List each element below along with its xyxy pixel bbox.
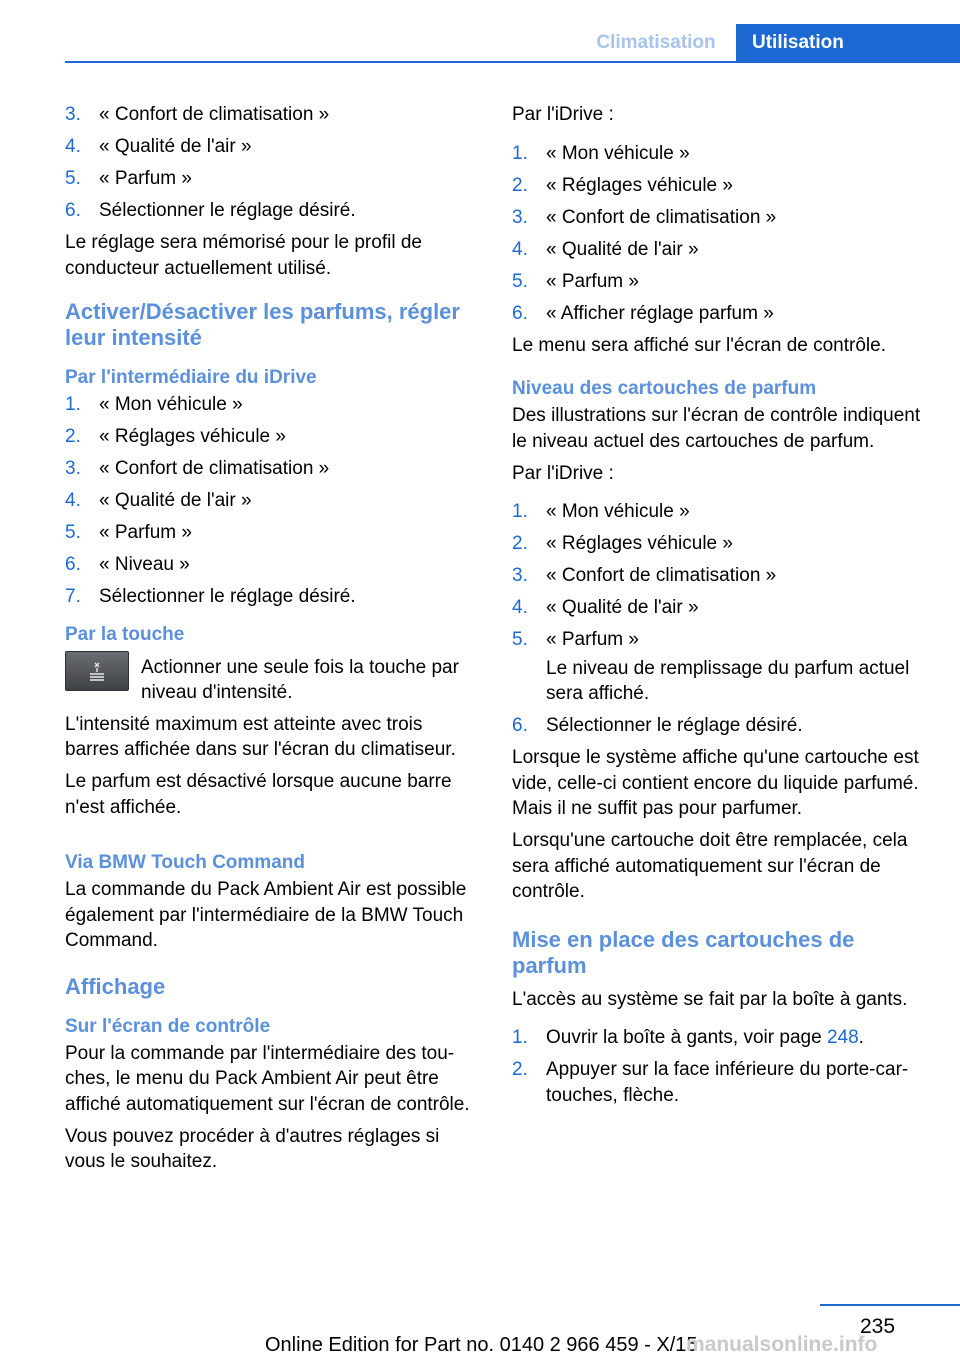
heading-activer: Activer/Désactiver les parfums, régler leur intensité: [65, 299, 460, 350]
list-item: 2. « Réglages véhicule »: [512, 533, 733, 554]
list-item: 1. « Mon véhicule »: [512, 501, 690, 522]
steps-list-2: [65, 392, 475, 610]
paragraph: Pour la commande par l'intermédiaire des touches, le menu du Pack Ambient Air peut être affiché automatiquement sur l'écran de contrôle.: [65, 1042, 470, 1115]
list-item: 4. « Qualité de l'air »: [512, 597, 699, 618]
paragraph: Le parfum est désactivé lorsque aucune barre n'est affichée.: [65, 771, 452, 818]
list-item: 5. « Parfum »: [65, 522, 192, 543]
steps-list-3: [512, 141, 932, 327]
paragraph: Lorsqu'une cartouche doit être remplacée, cela sera affiché automatiquement sur l'écran de contrôle.: [512, 830, 908, 902]
section-tab[interactable]: Climatisation: [596, 32, 716, 53]
active-tab[interactable]: Utilisation: [736, 24, 960, 62]
steps-list-5: [512, 1025, 932, 1108]
button-instruction: [65, 655, 475, 706]
list-item: 4. « Qualité de l'air »: [512, 238, 699, 260]
heading-touch-command: Via BMW Touch Command: [65, 852, 305, 873]
heading-niveau: Niveau des cartouches de parfum: [512, 378, 817, 399]
list-item: 5. « Parfum »: [65, 168, 192, 189]
list-subtext: Le niveau de remplissage du parfum actuel sera affiché.: [546, 657, 910, 704]
list-item: 5. « Parfum »: [512, 270, 639, 292]
page-number: 235: [860, 1315, 896, 1338]
heading-ecran: Sur l'écran de contrôle: [65, 1015, 271, 1037]
list-item: 1. « Mon véhicule »: [512, 142, 690, 164]
heading-idrive: Par l'intermédiaire du iDrive: [65, 367, 317, 388]
left-column: [65, 102, 475, 1181]
paragraph: Par l'iDrive :: [512, 462, 614, 484]
heading-mise-en-place: Mise en place des cartouches de parfum: [512, 926, 855, 978]
online-edition: Online Edition for Part no. 0140 2 966 459 - X/15: [265, 1334, 698, 1356]
paragraph: L'intensité maximum est atteinte avec trois barres affichée dans sur l'écran du climatiseur.: [65, 713, 456, 760]
list-item: 3. « Confort de climatisation »: [512, 565, 777, 586]
list-item: 4. « Qualité de l'air »: [65, 136, 252, 157]
list-item: 1. « Mon véhicule »: [65, 394, 243, 415]
paragraph: Par l'iDrive :: [512, 104, 614, 125]
paragraph: Le menu sera affiché sur l'écran de contrôle.: [512, 334, 886, 356]
steps-list-4: [512, 499, 932, 739]
footer-rule: [820, 1304, 960, 1306]
list-item: 3. « Confort de climatisation »: [65, 104, 330, 125]
list-item: 5. « Parfum »: [512, 629, 639, 650]
paragraph: Vous pouvez procéder à d'autres réglages si vous le souhaitez.: [65, 1125, 440, 1172]
list-item: 3. « Confort de climatisation »: [512, 206, 777, 228]
paragraph: La commande du Pack Ambient Air est possible également par l'intermédiaire de la BMW Touch Command.: [65, 879, 467, 951]
list-item: 1. Ouvrir la boîte à gants, voir page 248.: [512, 1027, 864, 1048]
list-item: 6. Sélectionner le réglage désiré.: [65, 200, 356, 221]
heading-touche: Par la touche: [65, 623, 185, 645]
list-item: 2. « Réglages véhicule »: [65, 426, 286, 447]
list-item: 6. Sélectionner le réglage désiré.: [512, 715, 803, 736]
list-item: 6. « Niveau »: [65, 554, 190, 575]
button-text: Actionner une seule fois la touche par niveau d'intensité.: [141, 656, 459, 703]
fragrance-button-icon: [65, 651, 129, 691]
list-item: 7. Sélectionner le réglage désiré.: [65, 586, 356, 607]
list-item: 4. « Qualité de l'air »: [65, 490, 252, 511]
page-link[interactable]: 248: [826, 1027, 859, 1048]
paragraph: L'accès au système se fait par la boîte à gants.: [512, 988, 908, 1010]
list-item: 6. « Afficher réglage parfum »: [512, 302, 774, 324]
list-item: 2. « Réglages véhicule »: [512, 174, 733, 196]
right-column: [512, 102, 932, 1115]
list-item: 2. Appuyer sur la face inférieure du porte-cartouches, flèche.: [512, 1059, 909, 1106]
list-item: 3. « Confort de climatisation »: [65, 458, 330, 479]
heading-affichage: Affichage: [65, 973, 166, 999]
steps-list-1: [65, 102, 475, 224]
paragraph: Lorsque le système affiche qu'une cartouche est vide, celle-ci contient encore du liquide parfumé. Mais il ne suffit pas pour parfumer.: [512, 747, 919, 819]
paragraph: Des illustrations sur l'écran de contrôle indiquent le niveau actuel des cartouches de parfum.: [512, 405, 921, 452]
watermark: manualsonline.info: [686, 1333, 878, 1356]
paragraph: Le réglage sera mémorisé pour le profil de conducteur actuellement utilisé.: [65, 232, 422, 279]
